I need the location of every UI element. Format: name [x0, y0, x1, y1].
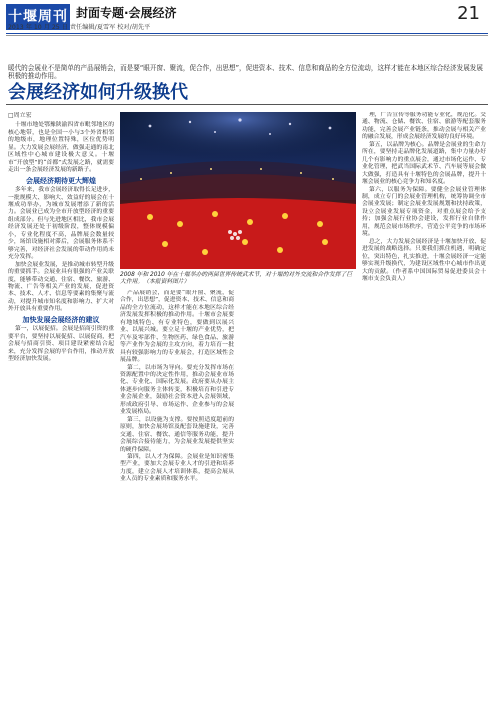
paragraph: 加快会展业发展，是推动城市转型升级的重要抓手。会展业具有很强的产业关联度，能够带动交通、住宿、餐饮、旅游、物流、广告等相关产业的发展，促进资本、技术、人才、信息等要素的集聚与流动，对提升城市知名度和影响力、扩大对外开放具有重要作用。	[8, 261, 114, 313]
page-number: 21	[457, 3, 480, 24]
paragraph: 第三，以设施为支撑。要按照适度超前的原则，加快会展场馆及配套设施建设，完善交通、住宿、餐饮、通信等服务功能，提升会展综合接待能力，为会展业发展提供坚实的硬件保障。	[120, 416, 234, 453]
subheading: 会展经济期待更大辉煌	[26, 176, 96, 185]
paragraph: 第一，以展促招。会展是招商引资的重要平台，要坚持以展促招、以展促商，把会展与招商引资、项目建设紧密结合起来，充分发挥会展的平台作用，推动开放型经济加快发展。	[8, 326, 114, 363]
article-lead: 暖代的会展业不是简单的产品展销会，而是要“眼开窗、聚流，促合作，出思想”，促进资本、技术、信息和商品的全方位流动，这样才能在本地区综合经济发展发展积极的推动作用。	[8, 64, 483, 80]
issue-meta: 2013 年 10 月 25 日 责任编辑/夏雪军 校对/胡先平	[8, 24, 151, 31]
newspaper-header	[0, 0, 494, 36]
paragraph: 第六，以服务为保障。要健全会展业管理体制，成立专门的会展业管理机构，统筹协调全市会展业发展；制定会展业发展规划和扶持政策，设立会展业发展专项资金，对重点展会给予支持；加强会展行业协会建设，发挥行业自律作用，规范会展市场秩序，营造公平竞争的市场环境。	[362, 186, 486, 238]
paragraph: 理，广告宣传等服务功能专业化，规范化。交通、物流、仓储、餐饮、住宿、旅游等配套服务功能，完善会展产业链条，推动会展与相关产业的融合发展，形成会展经济发展的良好环境。	[362, 112, 486, 141]
section-flag: 十堰周刊	[6, 4, 70, 30]
subheading: 加快发展会展经济的建议	[22, 315, 100, 324]
paragraph: 第五，以品牌为核心。品牌是会展业的生命力所在，要坚持走品牌化发展道路，集中力量办好几个有影响力的重点展会，通过市场化运作、专业化管理，把武当国际武术节、汽车展等展会做大做强，打造具有十堰特色的会展品牌，提升十堰会展业的核心竞争力和知名度。	[362, 141, 486, 186]
paragraph: 第二，以市场为导向。要充分发挥市场在资源配置中的决定性作用，推动会展业市场化、专业化、国际化发展。政府要从办展主体逐步向服务主体转变，积极培育和引进专业会展企业，鼓励社会资本进入会展领域，形成政府引导、市场运作、企业参与的会展业发展格局。	[120, 364, 234, 416]
paragraph: 十堰市地处鄂豫陕渝四省市毗邻地区的核心地带，也是全国一小与3个外省相邻的地级市，地理位置特殊，区位优势明显。大力发展会展经济，做强走通的南北区域性中心城市建设极大意义。十堰市“开放型”的“首都”式发展之路，就需要走出一条会展经济发展的新路子。	[8, 122, 114, 174]
article-headline: 会展经济如何升级换代	[8, 82, 188, 103]
article-column-2	[120, 290, 234, 697]
header-rule	[6, 33, 488, 34]
paragraph: 第四，以人才为保障。会展业是知识密集型产业，要加大会展专业人才的引进和培养力度，建立会展人才培训体系，提高会展从业人员的专业素质和服务水平。	[120, 453, 234, 483]
section-topic: 封面专题·会展经济	[76, 6, 177, 20]
article-byline: □周立宏	[8, 112, 32, 119]
photo-caption: 2008 年和 2010 年在十堰举办的两届世界传统武术节，对十堰的对外交流和合作发挥了巨大作用。（本报资料图片）	[120, 272, 353, 285]
headline-rule	[6, 104, 488, 105]
paragraph: 产品展销会，而是要“眼开窗、聚流，促合作，出思想”，促进资本、技术、信息和商品的全方位流动，这样才能在本地区综合经济发展发挥积极的推动作用。十堰市会展要有地域特色、有专业特色，要做到以展兴业、以展兴城。要立足十堰的产业优势，把汽车及零部件、生物医药、绿色食品、旅游等产业作为会展的主攻方向，着力培育一批具有较强影响力的专业展会，打造区域性会展品牌。	[120, 290, 234, 364]
header-rule-thin	[6, 35, 488, 36]
stadium-ceremony-illustration	[120, 112, 356, 269]
news-photo	[120, 112, 356, 269]
article-column-1	[8, 112, 114, 697]
paragraph: 总之，大力发展会展经济是十堰加快开放、促进发展的战略选择。只要我们抓住机遇，明确定位，突出特色，扎实推进，十堰会展经济一定能够实现升级换代，为建设区域性中心城市作出更大的贡献。（作者系中国国际贸易促进委员会十堰市支会负责人）	[362, 238, 486, 282]
paragraph: 多年来，我市会展经济取得长足进步，一批规模大、影响大、效益好的展会在十堰成功举办，为城市发展增添了新的活力。会展业已成为全市开放型经济的重要组成部分。但与先进地区相比，我市会展经济发展还处于初级阶段，整体规模偏小，专业化程度不高，品牌展会数量较少，场馆设施相对滞后，会展服务体系不够完善，对经济社会发展的带动作用尚未充分发挥。	[8, 187, 114, 261]
article-column-3	[362, 112, 486, 697]
